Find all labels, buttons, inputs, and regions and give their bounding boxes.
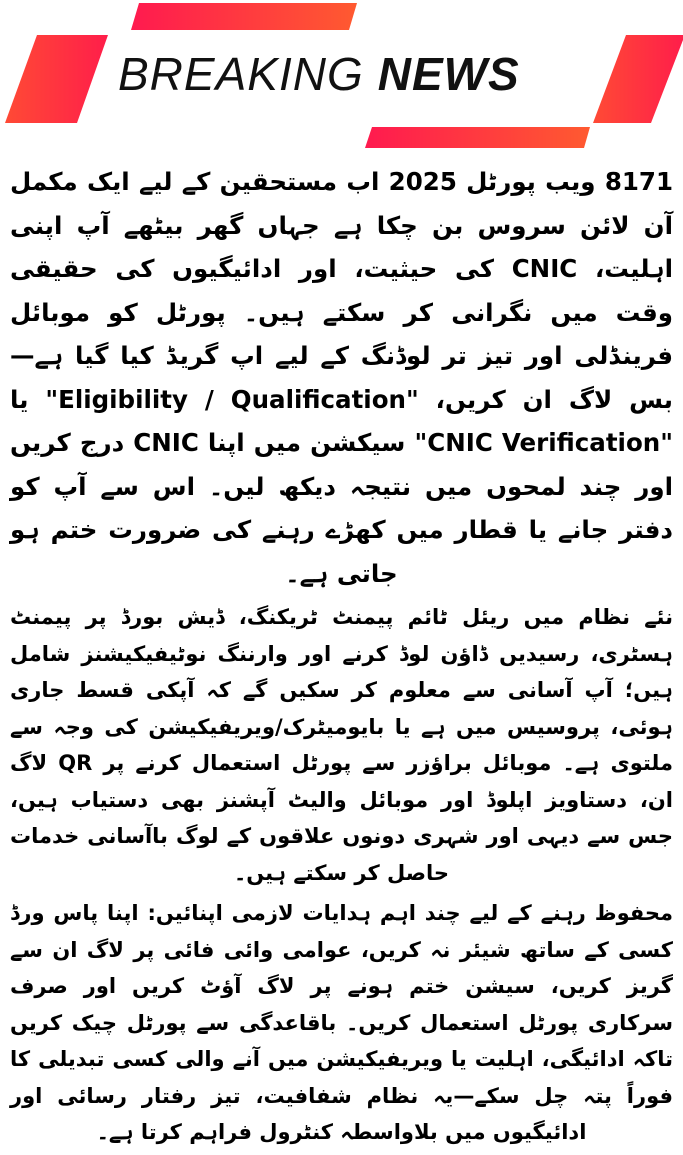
top-accent-bar xyxy=(131,3,357,30)
headline xyxy=(118,50,588,98)
left-accent-block xyxy=(5,35,108,123)
breaking-news-banner xyxy=(0,0,683,160)
article-body xyxy=(10,160,673,1155)
bottom-accent-bar xyxy=(365,127,590,148)
headline-news: NEWS xyxy=(377,48,520,100)
paragraph-new-features: نئے نظام میں ریئل ٹائم پیمنٹ ٹریکنگ، ڈیش بورڈ پر پیمنٹ ہسٹری، رسیدیں ڈاؤن لوڈ کرنے اور وارننگ نوٹیفیکیشنز شامل ہیں؛ آپ آسانی سے معلوم کر سکیں گے کہ آپکی قسط جاری ہوئی، پروسیس میں ہے یا بایومیٹرک/ویریفیکیشن کی وجہ سے ملتوی ہے۔ موبائل براؤزر سے پورٹل استعمال کرنے پر QR لاگ ان، دستاویز اپلوڈ اور موبائل والیٹ آپشنز بھی دستیاب ہیں، جس سے دیہی اور شہری دونوں علاقوں کے لوگ باآسانی خدمات حاصل کر سکتے ہیں۔ xyxy=(10,605,674,885)
paragraph-portal-overview: 8171 ویب پورٹل 2025 اب مستحقین کے لیے ایک مکمل آن لائن سروس بن چکا ہے جہاں گھر بیٹھے آپ اپنی اہلیت، CNIC کی حیثیت، اور ادائیگیوں کی حقیقی وقت میں نگرانی کر سکتے ہیں۔ پورٹل کو موبائل فرینڈلی اور تیز تر لوڈنگ کے لیے اپ گریڈ کیا گیا ہے—بس لاگ ان کریں، "Eligibility / Qualification" یا "CNIC Verification" سیکشن میں اپنا CNIC درج کریں اور چند لمحوں میں نتیجہ دیکھ لیں۔ اس سے آپ کو دفتر جانے یا قطار میں کھڑے رہنے کی ضرورت ختم ہو جاتی ہے۔ xyxy=(10,167,674,588)
paragraph-safety-tips: محفوظ رہنے کے لیے چند اہم ہدایات لازمی اپنائیں: اپنا پاس ورڈ کسی کے ساتھ شیئر نہ کریں، عوامی وائی فائی پر لاگ ان سے گریز کریں، سیشن ختم ہونے پر لاگ آؤٹ کریں اور صرف سرکاری پورٹل استعمال کریں۔ باقاعدگی سے پورٹل چیک کریں تاکہ ادائیگی، اہلیت یا ویریفیکیشن میں آنے والی کسی تبدیلی کا فوراً پتہ چل سکے—یہ نظام شفافیت، تیز رفتار رسائی اور ادائیگیوں میں بلاواسطہ کنٹرول فراہم کرتا ہے۔ xyxy=(10,901,673,1144)
right-accent-block xyxy=(593,35,683,123)
headline-breaking: BREAKING xyxy=(118,48,364,100)
